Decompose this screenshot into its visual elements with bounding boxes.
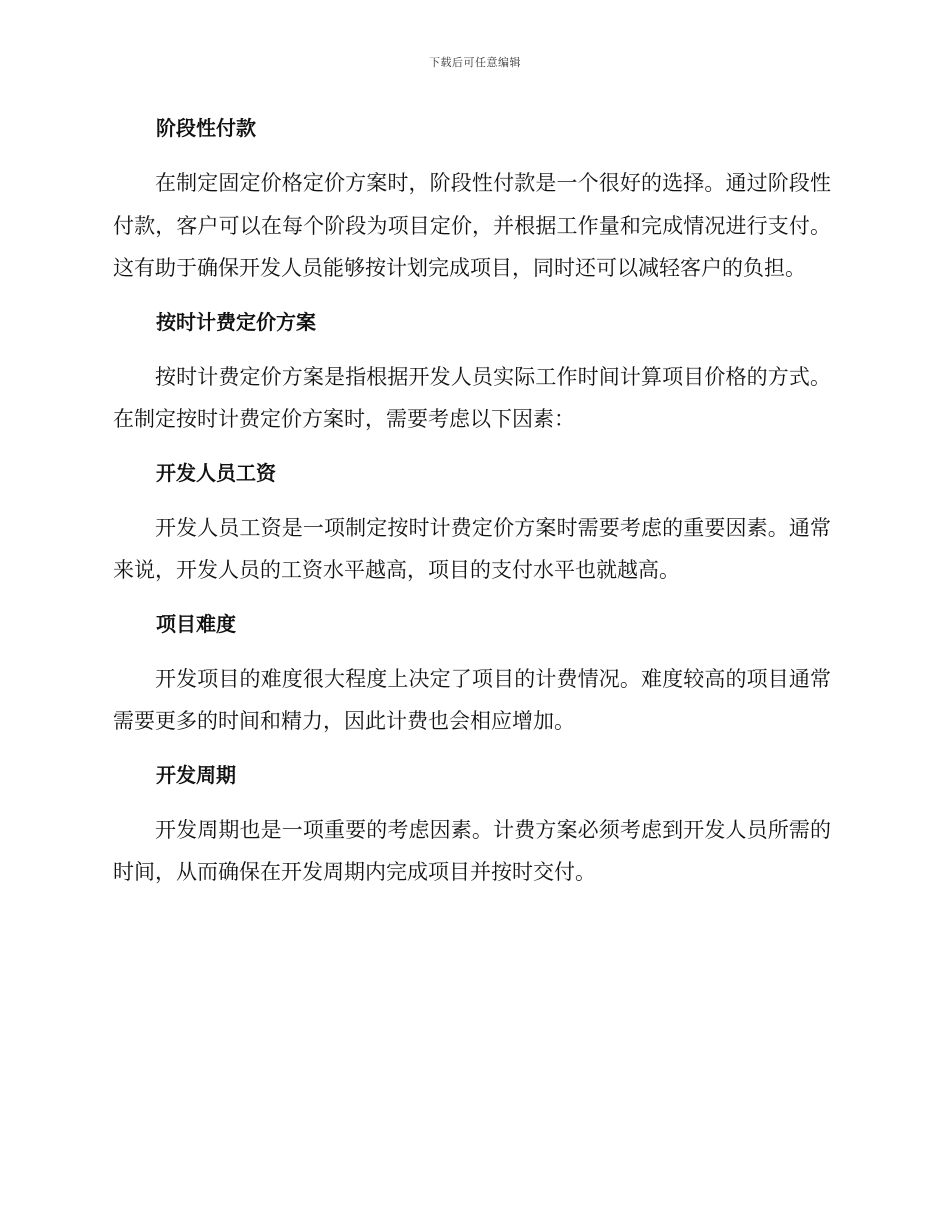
document-body [113, 112, 831, 894]
section-heading: 项目难度 [156, 611, 236, 636]
section-heading: 阶段性付款 [156, 116, 256, 140]
section-heading: 开发周期 [156, 762, 236, 787]
section-paragraph: 开发人员工资是一项制定按时计费定价方案时需要考虑的重要因素。通常来说，开发人员的工资水平越高，项目的支付水平也就越高。 [113, 515, 831, 582]
section-heading: 按时计费定价方案 [156, 309, 316, 334]
section-heading: 开发人员工资 [156, 460, 276, 485]
section-paragraph: 开发项目的难度很大程度上决定了项目的计费情况。难度较高的项目通常需要更多的时间和精力，因此计费也会相应增加。 [113, 666, 831, 733]
section-paragraph: 开发周期也是一项重要的考虑因素。计费方案必须考虑到开发人员所需的时间，从而确保在开发周期内完成项目并按时交付。 [113, 817, 831, 884]
section-paragraph: 按时计费定价方案是指根据开发人员实际工作时间计算项目价格的方式。在制定按时计费定价方案时，需要考虑以下因素： [113, 364, 831, 431]
section-paragraph: 在制定固定价格定价方案时，阶段性付款是一个很好的选择。通过阶段性付款，客户可以在每个阶段为项目定价，并根据工作量和完成情况进行支付。这有助于确保开发人员能够按计划完成项目，同时还可以减轻客户的负担。 [113, 171, 831, 280]
page-header: 下载后可任意编辑 [429, 56, 521, 69]
